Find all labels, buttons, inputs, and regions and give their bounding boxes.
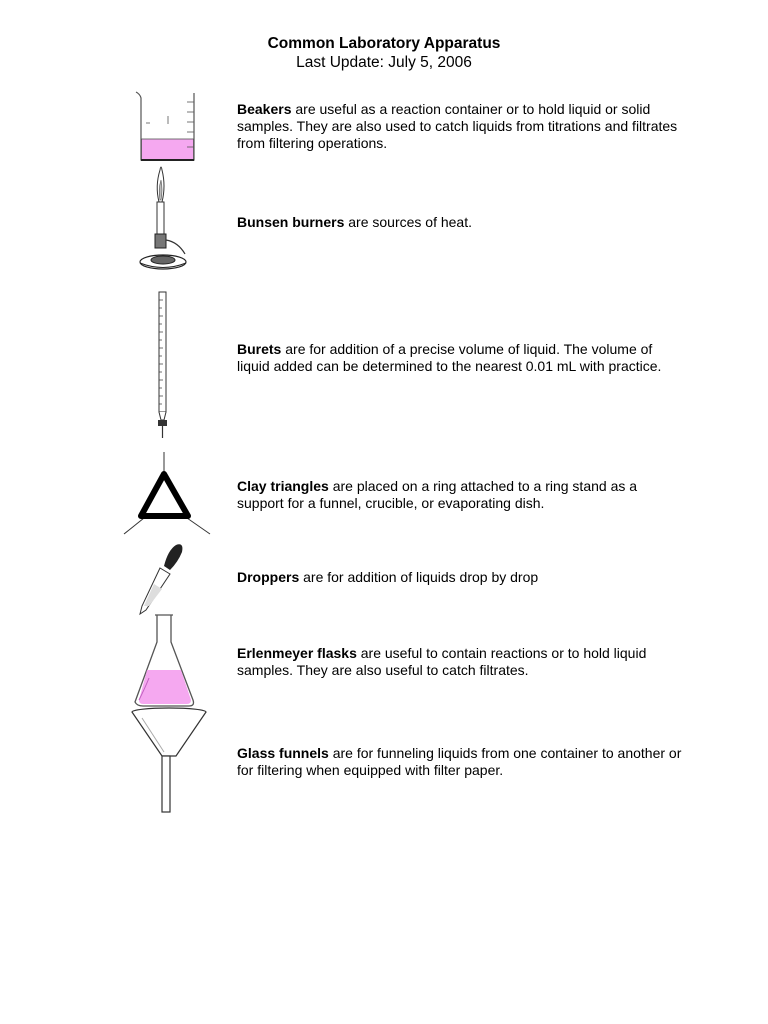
item-name: Bunsen burners [237,214,345,230]
beaker-icon [132,90,200,164]
item-clay-triangles [237,478,687,512]
item-text: are for addition of liquids drop by drop [299,569,539,585]
page-title: Common Laboratory Apparatus [267,35,501,52]
item-erlenmeyer-flasks [237,645,687,679]
item-name: Glass funnels [237,745,329,761]
bunsen-burner-icon [133,162,195,274]
item-text: are useful to contain reactions or to hold liquid samples. They are also useful to catch filtrates. [237,645,647,678]
item-text: are sources of heat. [344,214,472,230]
item-text: are for addition of a precise volume of liquid. The volume of liquid added can be determined to the nearest 0.01 mL with practice. [237,341,662,374]
item-name: Droppers [237,569,300,585]
glass-funnel-icon [130,706,208,816]
item-name: Burets [237,341,282,357]
item-name: Clay triangles [237,478,329,494]
item-glass-funnels [237,745,687,779]
dropper-icon [134,540,190,618]
item-burets [237,341,687,375]
item-text: are useful as a reaction container or to hold liquid or solid samples. They are also used to catch liquids from titrations and filtrates from filtering operations. [237,101,678,151]
item-droppers [237,569,687,586]
item-name: Erlenmeyer flasks [237,645,357,661]
item-beakers [237,101,687,152]
item-text: are placed on a ring attached to a ring stand as a support for a funnel, crucible, or evaporating dish. [237,478,638,511]
clay-triangle-icon [122,450,212,536]
buret-icon [150,288,176,444]
item-name: Beakers [237,101,292,117]
item-bunsen-burners [237,214,687,231]
item-text: are for funneling liquids from one container to another or for filtering when equipped with filter paper. [237,745,682,778]
erlenmeyer-flask-icon [131,612,201,712]
page-subtitle: Last Update: July 5, 2006 [296,54,472,71]
